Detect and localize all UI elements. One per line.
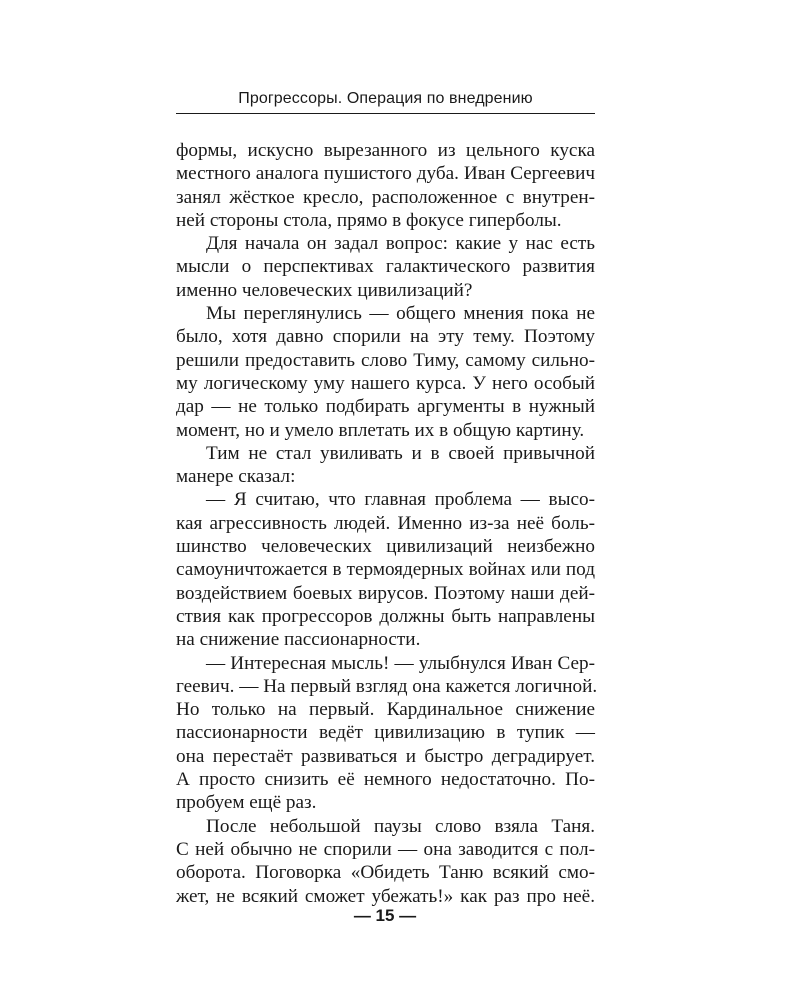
text-line: самоуничтожается в термоядерных войнах или под [176, 559, 595, 581]
text-line: — Интересная мысль! — улыбнулся Иван Сер- [206, 652, 595, 674]
text-line: С ней обычно не спорили — она заводится с пол- [176, 838, 595, 860]
text-line: оборота. Поговорка «Обидеть Таню всякий смо- [176, 862, 595, 884]
header-rule [176, 113, 595, 114]
text-line: она перестаёт развиваться и быстро деградирует. [176, 745, 595, 767]
text-line: Но только на первый. Кардинальное снижение [176, 699, 595, 721]
text-line: ствия как прогрессоров должны быть направлены [176, 605, 595, 627]
text-line: му логическому уму нашего курса. У него особый [176, 372, 595, 394]
text-line: А просто снизить её немного недостаточно. По- [176, 769, 595, 791]
text-line: мысли о перспективах галактического развития [176, 256, 595, 278]
text-line: шинство человеческих цивилизаций неизбежно [176, 536, 595, 558]
text-line: формы, искусно вырезанного из цельного куска [176, 140, 595, 161]
text-line: жет, не всякий сможет убежать!» как раз про неё. [176, 885, 595, 907]
text-line: После небольшой паузы слово взяла Таня. [206, 815, 595, 837]
text-line: именно человеческих цивилизаций? [176, 279, 473, 301]
text-line: ней стороны стола, прямо в фокусе гиперболы. [176, 209, 562, 231]
text-line: пассионарности ведёт цивилизацию в тупик — [176, 722, 595, 744]
text-line: пробуем ещё раз. [176, 792, 317, 814]
text-line: геевич. — На первый взгляд она кажется логичной. [176, 675, 598, 697]
text-line: местного аналога пушистого дуба. Иван Сергеевич [176, 163, 595, 185]
text-line: — Я считаю, что главная проблема — высо- [206, 489, 595, 511]
text-line: Тим не стал увиливать и в своей привычной [206, 442, 595, 464]
page-number: — 15 — [353, 906, 417, 925]
text-line: Для начала он задал вопрос: какие у нас есть [206, 233, 595, 255]
text-line: дар — не только подбирать аргументы в нужный [176, 396, 595, 418]
text-line: Мы переглянулись — общего мнения пока не [206, 303, 595, 325]
text-line: решили предоставить слово Тиму, самому сильно- [176, 349, 595, 371]
text-line: кая агрессивность людей. Именно из-за неё боль- [176, 512, 595, 534]
text-line: было, хотя давно спорили на эту тему. Поэтому [176, 326, 595, 348]
text-line: воздействием боевых вирусов. Поэтому наши дей- [176, 582, 595, 604]
running-header: Прогрессоры. Операция по внедрению [238, 90, 533, 107]
body-text [176, 139, 598, 908]
text-line: занял жёсткое кресло, расположенное с внутрен- [176, 186, 595, 208]
text-line: на снижение пассионарности. [176, 629, 421, 651]
text-line: манере сказал: [176, 466, 296, 488]
text-line: момент, но и умело вплетать их в общую картину. [176, 419, 585, 441]
